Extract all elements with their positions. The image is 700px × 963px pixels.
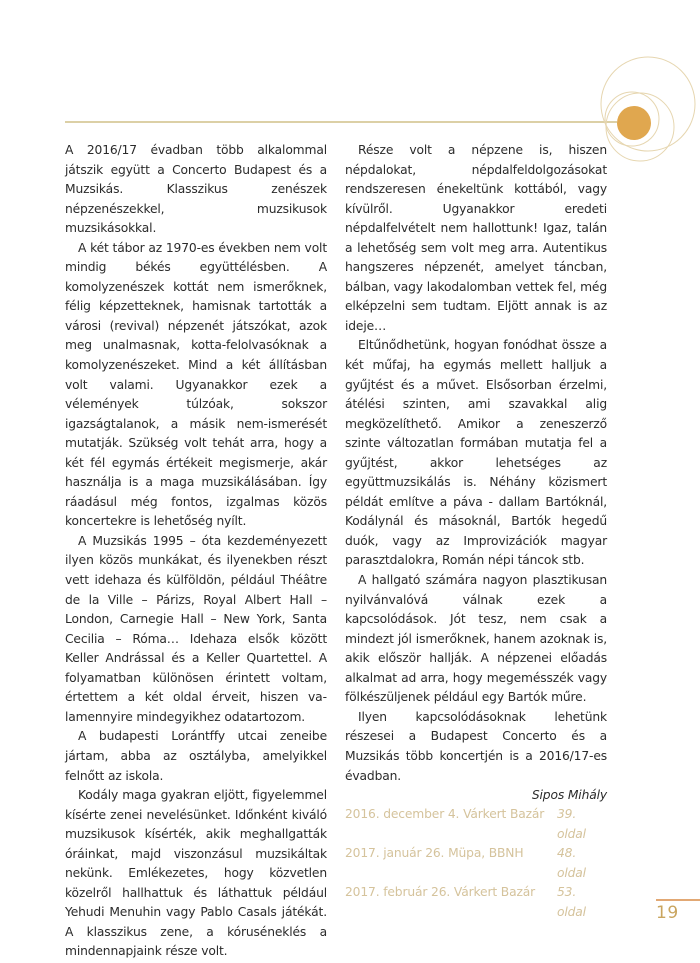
paragraph: A budapesti Lorántffy utcai zeneibe jártam, abba az osztályba, amelyikkel felnőtt az iskola. <box>65 729 327 783</box>
schedule-event: 2016. december 4. Várkert Bazár <box>345 807 545 821</box>
paragraph: A Muzsikás 1995 – óta kezdeményezett ilyen közös munkákat, és ilyenekben részt vett idehaza és külföldön, például Théâtre de la Ville – Párizs, Royal Albert Hall – London, Carnegie Hall – New York, Santa Cecilia – Róma… Idehaza elsők között Keller Andrással és a Keller Quartettel. A folyamatban különösen érintett voltam, értettem a két oldal érveit, hiszen valamennyire mindegyikhez odatartozom. <box>65 533 327 724</box>
schedule-page-ref: 39. oldal <box>557 807 586 841</box>
schedule-page-ref: 53. oldal <box>557 885 586 919</box>
page-number-rule <box>656 899 700 901</box>
schedule-row <box>345 883 607 922</box>
paragraph: Kodály maga gyakran eljött, figyelemmel kísérte zenei nevelésünket. Időnként kiváló muzsikusok kísérték, akik meghallgatták óráinkat, majd viszonzásul muzsikáltak nekünk. Emlékezetes, hogy közvetlen közelről hallhattuk és láthattuk például Yehudi Menuhin vagy Pablo Casals játékát. A klasszikus zene, a kóruséneklés a mindennapjaink része volt. <box>65 788 327 959</box>
paragraph: A 2016/17 évadban több alkalommal játszik együtt a Concerto Budapest és a Muzsikás. Klasszikus zenészek népzenészekkel, muzsikusok muzsikásokkal. <box>65 143 327 236</box>
schedule-event: 2017. január 26. Müpa, BBNH <box>345 846 524 861</box>
paragraph: Része volt a népzene is, hiszen népdalokat, népdalfeldolgozásokat rendszeresen énekeltünk kottából, vagy kívülről. Ugyanakkor eredeti népdalfelvételt nem hallottunk! Igaz, talán a lehetőség sem volt meg arra. Autentikus hangszeres népzenét, amelyet táncban, bálban, vagy lakodalomban vettek fel, még elképzelni sem tudtam. Eljött annak is az ideje… <box>345 143 607 333</box>
schedule-row <box>345 844 607 883</box>
concert-schedule <box>345 805 607 923</box>
schedule-page-ref: 48. oldal <box>557 846 586 880</box>
paragraph: Eltűnődhetünk, hogyan fonódhat össze a két műfaj, ha egymás mellett halljuk a gyűjtést és a művet. Elsősorban érzelmi, átélési szinten, ami szavakkal alig megközelíthető. Amikor a zeneszerző szinte változatlan formában mutatja fel a gyűjtést, akkor lehetséges az együttmuzsikálás is. Néhány közismert példát említve a páva - dallam Bartóknál, Kodálynál és másoknál, Bartók hegedű duók, vagy az Improvizációk magyar parasztdalokra, Román népi táncok stb. <box>345 338 607 568</box>
header-rule <box>65 121 617 123</box>
page-number: 19 <box>656 903 679 923</box>
accent-dot <box>617 106 651 140</box>
author-signature: Sipos Mihály <box>531 788 607 803</box>
article-column-right <box>345 141 607 806</box>
paragraph: Ilyen kapcsolódásoknak lehetünk részesei a Budapest Concerto és a Muzsikás több koncertjén is a 2016/17-es évadban. <box>345 709 607 783</box>
paragraph: A két tábor az 1970-es években nem volt mindig békés együttélésben. A komolyzenészek kottát nem ismerőknek, félig képzetteknek, hamisnak tartották a városi (revival) népzenét játszókat, azok meg unalmasnak, kotta-felolvasóknak a komolyzenészeket. Mind a két állításban volt valami. Ugyanakkor ezek a vélemények túlzóak, sokszor igazságtalanok, a másik nem-ismerését mutatják. Szükség volt tehát arra, hogy a két fél egymás értékeit megismerje, akár használja is a maga muzsikálásában. Így ráadásul még fontos, izgalmas közös koncertekre is lehetőség nyílt. <box>65 240 327 529</box>
paragraph: A hallgató számára nagyon plasztikusan nyilvánvalóvá válnak ezek a kapcsolódások. Jót tesz, nem csak a mindezt jól ismerőknek, hanem azoknak is, akik először hallják. A népzenei előadás alkalmat ad arra, hogy megemésszék vagy fölkészüljenek például egy Bartók műre. <box>345 573 607 705</box>
schedule-row <box>345 805 607 844</box>
article-column-left <box>65 141 327 962</box>
schedule-event: 2017. február 26. Várkert Bazár <box>345 885 536 900</box>
